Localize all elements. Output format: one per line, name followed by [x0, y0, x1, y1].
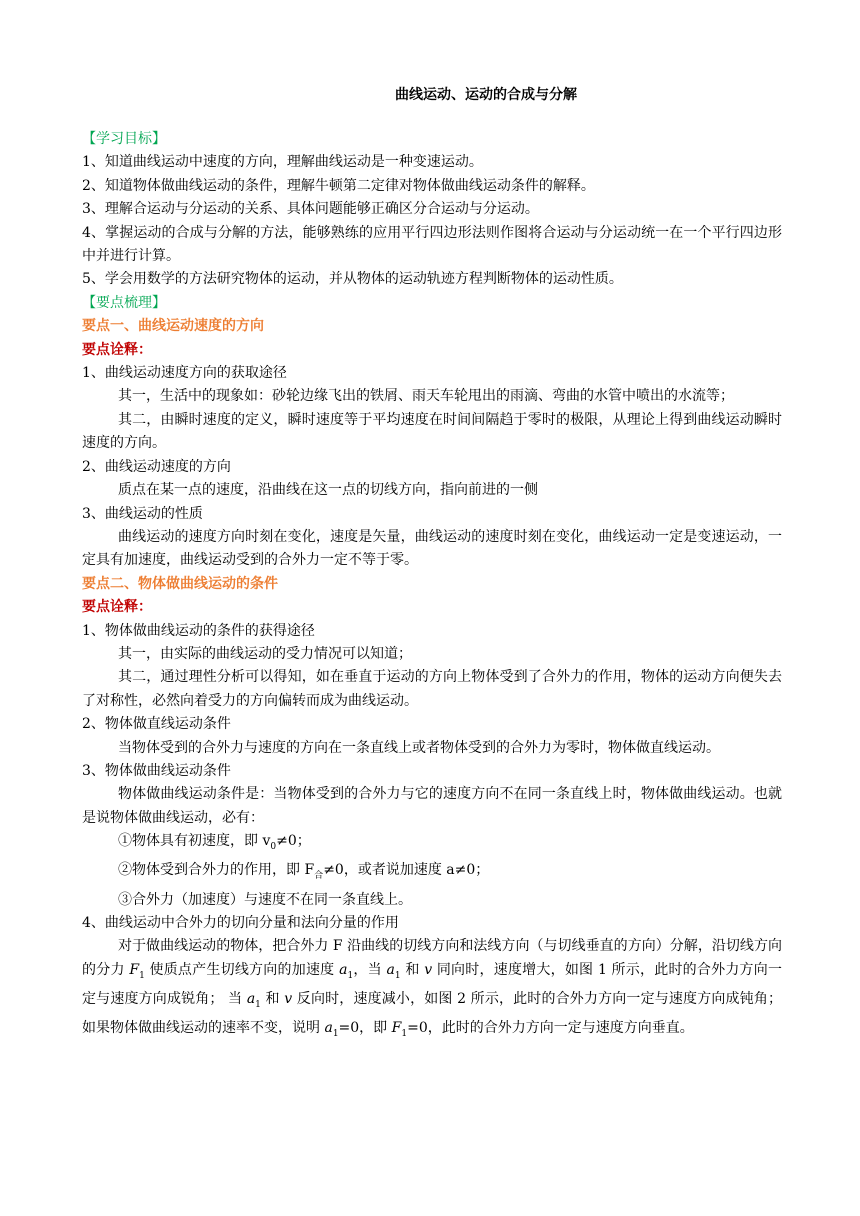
point1-section3-para1: 曲线运动的速度方向时刻在变化，速度是矢量，曲线运动的速度时刻在变化，曲线运动一定是变速运动，一定具有加速度，曲线运动受到的合外力一定不等于零。 [82, 528, 782, 569]
point1-explain-label: 要点诠释： [82, 341, 152, 358]
goal-item: 2、知道物体做曲线运动的条件，理解牛顿第二定律对物体做曲线运动条件的解释。 [82, 177, 595, 194]
goal-item: 4、掌握运动的合成与分解的方法，能够熟练的应用平行四边形法则作图将合运动与分运动统一在一个平行四边形中并进行计算。 [82, 224, 782, 265]
point2-heading: 要点二、物体做曲线运动的条件 [82, 575, 278, 592]
point2-section3-para1: 物体做曲线运动条件是：当物体受到的合外力与它的速度方向不在同一条直线上时，物体做曲线运动。也就是说物体做曲线运动，必有： [82, 786, 782, 826]
point1-section2-para1: 质点在某一点的速度，沿曲线在这一点的切线方向，指向前进的一侧 [118, 482, 538, 499]
point2-section4-para1: 对于做曲线运动的物体，把合外力 F 沿曲线的切线方向和法线方向（与切线垂直的方向）分解，沿切线方向的分力 $F_1$ 使质点产生切线方向的加速度 $a_1$，当 $a_1$ 和 v 同向时，速度增大，如图 1 所示，此时的合外力方向一定与速度方向成锐角； 当 $a_1$ 和 v 反向时，速度减小，如图 2 所示，此时的合外力方向一定与速度方向成钝角；如果物体做曲线运动的速率不变，说明 $a_1=0$，即 $F_1=0$，此时的合外力方向一定与速度方向垂直。 [82, 938, 783, 1040]
point2-section2-title: 2、物体做直线运动条件 [82, 716, 231, 733]
goals-heading: 【学习目标】 [82, 131, 166, 147]
condition-item-2: ②物体受到合外力的作用，即 $F_合\ne 0$，或者说加速度 a≠0； [118, 862, 490, 882]
goal-item: 1、知道曲线运动中速度的方向，理解曲线运动是一种变速运动。 [82, 154, 483, 171]
goal-item: 5、学会用数学的方法研究物体的运动，并从物体的运动轨迹方程判断物体的运动性质。 [82, 271, 623, 288]
point1-section1-title: 1、曲线运动速度方向的获取途径 [82, 365, 287, 382]
point2-section2-para1: 当物体受到的合外力与速度的方向在一条直线上或者物体受到的合外力为零时，物体做直线运动。 [118, 739, 720, 756]
point1-section1-para1: 其一，生活中的现象如：砂轮边缘飞出的铁屑、雨天车轮甩出的雨滴、弯曲的水管中喷出的水流等； [118, 388, 734, 405]
point1-section1-para2: 其二，由瞬时速度的定义，瞬时速度等于平均速度在时间间隔趋于零时的极限，从理论上得到曲线运动瞬时速度的方向。 [82, 411, 782, 452]
page-title: 曲线运动、运动的合成与分解 [395, 87, 577, 103]
point2-section1-para2: 其二，通过理性分析可以得知，如在垂直于运动的方向上物体受到了合外力的作用，物体的运动方向便失去了对称性，必然向着受力的方向偏转而成为曲线运动。 [82, 669, 782, 709]
point2-explain-label: 要点诠释： [82, 599, 152, 616]
point1-section2-title: 2、曲线运动速度的方向 [82, 458, 231, 475]
condition-item-1: ①物体具有初速度，即 $v_0\ne 0$； [118, 833, 311, 852]
condition-item-3: ③合外力（加速度）与速度不在同一条直线上。 [118, 891, 412, 908]
point2-section1-title: 1、物体做曲线运动的条件的获得途径 [82, 622, 315, 639]
point2-section4-title: 4、曲线运动中合外力的切向分量和法向分量的作用 [82, 915, 399, 931]
summary-heading: 【要点梳理】 [82, 294, 166, 311]
point1-heading: 要点一、曲线运动速度的方向 [82, 318, 264, 335]
goal-item: 3、理解合运动与分运动的关系、具体问题能够正确区分合运动与分运动。 [82, 201, 539, 218]
document-body [82, 128, 782, 1046]
point2-section3-title: 3、物体做曲线运动条件 [82, 762, 231, 779]
point1-section3-title: 3、曲线运动的性质 [82, 505, 203, 522]
point2-section1-para1: 其一，由实际的曲线运动的受力情况可以知道； [118, 645, 412, 662]
